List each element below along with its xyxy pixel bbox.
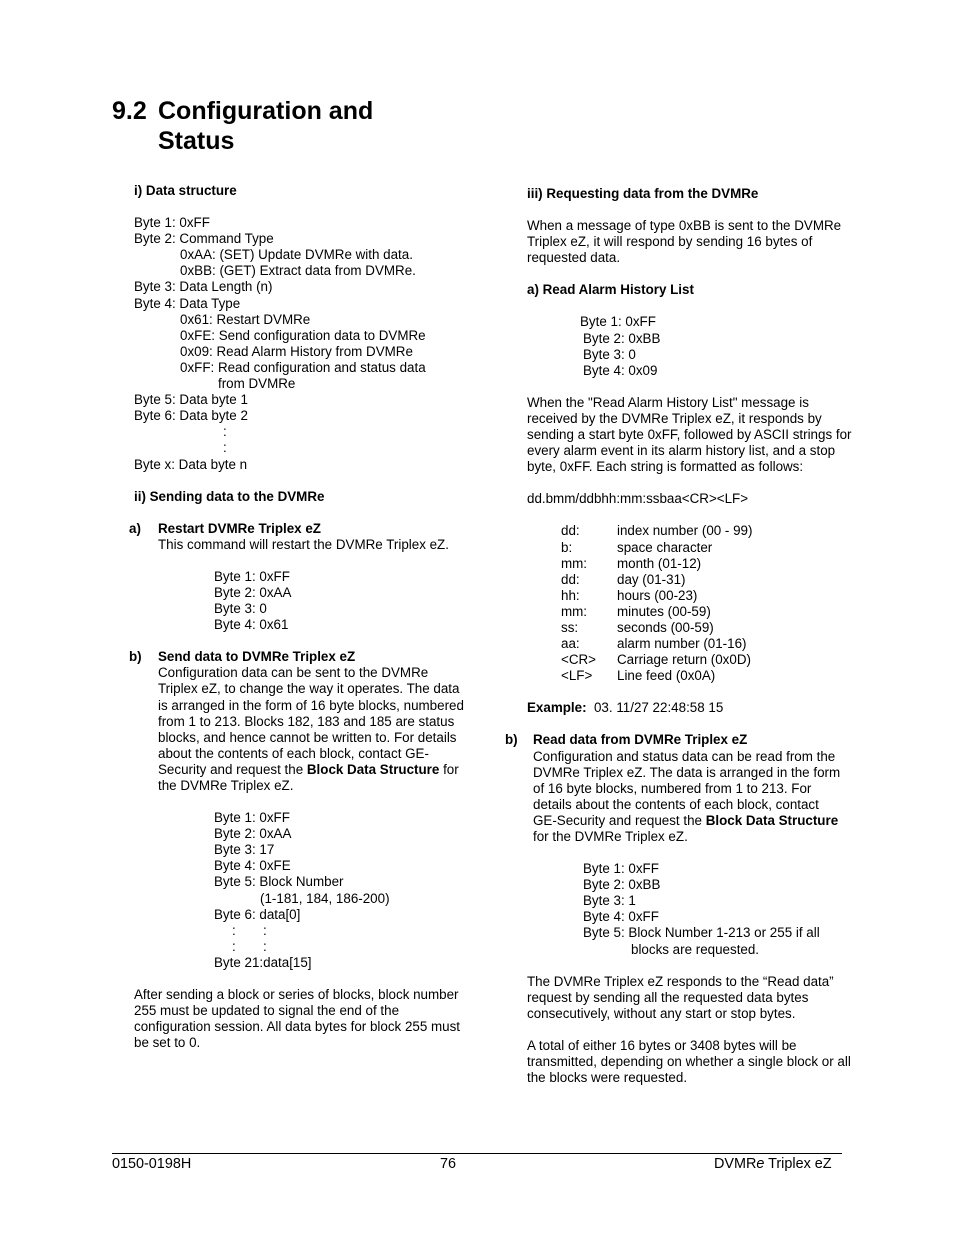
- sending-a-title: Restart DVMRe Triplex eZ: [158, 520, 321, 536]
- read-alarm-byte: Byte 4: 0x09: [583, 362, 658, 378]
- sending-a-text: This command will restart the DVMRe Triplex eZ.: [158, 536, 449, 552]
- right-column: [505, 186, 857, 1086]
- left-column: [129, 183, 464, 1051]
- footer-page-number: 76: [440, 1156, 457, 1172]
- sending-a-byte: Byte 4: 0x61: [214, 617, 289, 633]
- read-data-byte: Byte 5: Block Number 1-213 or 255 if all: [583, 925, 820, 941]
- read-alarm-text: When the "Read Alarm History List" message is received by the DVMRe Triplex eZ, it responds by sending a start byte 0xFF, followed by ASCII strings for every alarm event in its alarm history list, and a stop byte, 0xFF. Each string is formatted as follows:: [527, 394, 852, 475]
- ds-cmd-bb: 0xBB: (GET) Extract data from DVMRe.: [180, 263, 416, 279]
- sending-b-title: Send data to DVMRe Triplex eZ: [158, 649, 356, 665]
- data-structure-title: i) Data structure: [134, 183, 237, 198]
- format-def-row: b: space character: [561, 539, 713, 555]
- read-alarm-byte: Byte 1: 0xFF: [580, 314, 656, 330]
- ds-byte3: Byte 3: Data Length (n): [134, 279, 273, 295]
- ds-type-ff: 0xFF: Read configuration and status data: [180, 359, 426, 375]
- block-data-structure-ref: Block Data Structure: [306, 761, 440, 777]
- footer-product-name: DVMRe Triplex eZ: [714, 1156, 832, 1172]
- format-def-row: aa: alarm number (01-16): [561, 636, 747, 652]
- sending-a-byte: Byte 3: 0: [214, 601, 267, 617]
- footer-doc-number: 0150-0198H: [112, 1156, 192, 1172]
- sending-b-ellipsis-1: : :: [232, 922, 267, 938]
- read-data-item-b: [505, 732, 857, 957]
- ds-ellipsis-2: :: [223, 440, 227, 456]
- example-line: [527, 700, 857, 716]
- example-label: Example:: [527, 700, 587, 716]
- block-data-structure-ref: Block Data Structure: [705, 812, 839, 828]
- format-def-row: dd: day (01-31): [561, 571, 686, 587]
- section-number: 9.2: [112, 97, 147, 125]
- ds-type-ff-cont: from DVMRe: [218, 376, 296, 392]
- read-data-b-text: Configuration and status data can be read from the DVMRe Triplex eZ. The data is arranged in the form of 16 byte blocks, numbered from 1 to 213. For details about the contents of each block, contact GE-Security and request the Block Data Structure for the DVMRe Triplex eZ.: [533, 748, 841, 844]
- read-data-byte: Byte 4: 0xFF: [583, 909, 659, 925]
- sending-b-byte: Byte 4: 0xFE: [214, 858, 291, 874]
- sending-b-byte: Byte 1: 0xFF: [214, 810, 290, 826]
- section-title-line2: Status: [158, 127, 235, 155]
- read-alarm-byte: Byte 3: 0: [583, 346, 636, 362]
- ds-ellipsis-1: :: [223, 424, 227, 440]
- read-data-b-title: Read data from DVMRe Triplex eZ: [533, 732, 748, 748]
- read-data-byte: Byte 2: 0xBB: [583, 877, 661, 893]
- ds-type-09: 0x09: Read Alarm History from DVMRe: [180, 343, 413, 359]
- ds-byte6: Byte 6: Data byte 2: [134, 408, 248, 424]
- section-heading: [112, 96, 373, 156]
- format-def-row: <CR> Carriage return (0x0D): [561, 652, 751, 668]
- example-value: 03. 11/27 22:48:58 15: [586, 700, 724, 716]
- sending-b-byte6: Byte 6: data[0]: [214, 906, 301, 922]
- sending-title: ii) Sending data to the DVMRe: [134, 488, 325, 504]
- sending-after-text: After sending a block or series of blocks, block number 255 must be updated to signal the end of the configuration session. All data bytes for block 255 must be set to 0.: [134, 987, 461, 1051]
- sending-item-a: [129, 520, 464, 634]
- format-def-row: <LF> Line feed (0x0A): [561, 668, 716, 684]
- ds-byte1: Byte 1: 0xFF: [134, 215, 210, 231]
- sending-item-b: [129, 649, 464, 971]
- total-bytes-text: A total of either 16 bytes or 3408 bytes will be transmitted, depending on whether a single block or all the blocks were requested.: [527, 1037, 851, 1086]
- requesting-intro: When a message of type 0xBB is sent to the DVMRe Triplex eZ, it will respond by sending 16 bytes of requested data.: [527, 218, 842, 266]
- requesting-title: iii) Requesting data from the DVMRe: [527, 186, 759, 201]
- alarm-string-format: dd.bmm/ddbhh:mm:ssbaa<CR><LF>: [527, 491, 749, 507]
- ds-byte5: Byte 5: Data byte 1: [134, 392, 248, 408]
- format-def-row: hh: hours (00-23): [561, 587, 698, 603]
- ds-type-fe: 0xFE: Send configuration data to DVMRe: [180, 327, 426, 343]
- sending-b-range: (1-181, 184, 186-200): [260, 890, 390, 906]
- sending-b-ellipsis-2: : :: [232, 938, 267, 954]
- read-alarm-byte: Byte 2: 0xBB: [583, 330, 661, 346]
- response-text: The DVMRe Triplex eZ responds to the “Read data” request by sending all the requested data bytes consecutively, without any start or stop bytes.: [527, 973, 834, 1021]
- read-alarm-title: a) Read Alarm History List: [527, 282, 694, 298]
- format-def-row: ss: seconds (00-59): [561, 619, 714, 635]
- sending-b-byte: Byte 2: 0xAA: [214, 826, 292, 842]
- sending-b-byte: Byte 5: Block Number: [214, 874, 344, 890]
- format-definitions: [527, 523, 857, 684]
- sending-b-text: Configuration data can be sent to the DVMRe Triplex eZ, to change the way it operates. The data is arranged in the form of 16 byte blocks, numbered from 1 to 213. Blocks 182, 183 and 185 are status blocks, and hence cannot be written to. For details about the contents of each block, contact GE-Security and request the Block Data Structure for the DVMRe Triplex eZ.: [158, 665, 464, 793]
- read-data-byte: Byte 3: 1: [583, 893, 636, 909]
- sending-a-byte: Byte 2: 0xAA: [214, 584, 292, 600]
- sending-b-byte21: Byte 21:data[15]: [214, 954, 312, 970]
- ds-byte2: Byte 2: Command Type: [134, 231, 274, 247]
- ds-byte4: Byte 4: Data Type: [134, 295, 241, 311]
- section-title-line1: Configuration and: [158, 97, 374, 125]
- sending-b-byte: Byte 3: 17: [214, 842, 275, 858]
- ds-type-61: 0x61: Restart DVMRe: [180, 311, 311, 327]
- sending-b-letter: b): [129, 649, 142, 665]
- sending-a-letter: a): [129, 520, 141, 536]
- ds-bytex: Byte x: Data byte n: [134, 456, 248, 472]
- footer-rule: [112, 1153, 842, 1154]
- read-data-byte-cont: blocks are requested.: [631, 941, 760, 957]
- format-def-row: dd: index number (00 - 99): [561, 523, 753, 539]
- format-def-row: mm: minutes (00-59): [561, 603, 711, 619]
- format-def-row: mm: month (01-12): [561, 555, 702, 571]
- ds-cmd-aa: 0xAA: (SET) Update DVMRe with data.: [180, 247, 413, 263]
- read-data-byte: Byte 1: 0xFF: [583, 861, 659, 877]
- sending-a-byte: Byte 1: 0xFF: [214, 568, 290, 584]
- read-data-b-letter: b): [505, 732, 518, 748]
